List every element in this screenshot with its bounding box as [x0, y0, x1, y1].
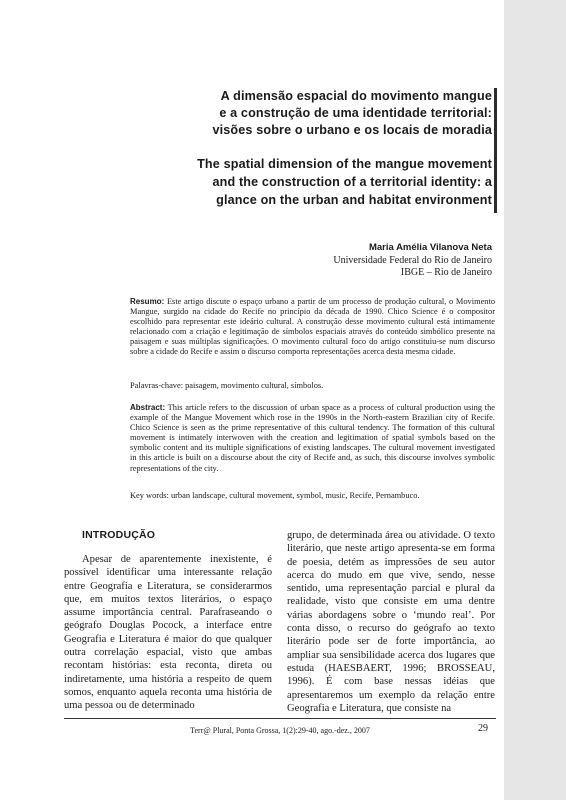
author-affiliation: IBGE – Rio de Janeiro [400, 267, 492, 278]
title-en-line: The spatial dimension of the mangue movement [197, 157, 492, 171]
title-pt-line: e a construção de uma identidade territorial: [219, 106, 492, 120]
title-vertical-rule [494, 88, 497, 213]
intro-heading: INTRODUÇÃO [82, 529, 156, 541]
resumo-label: Resumo: [130, 297, 165, 306]
margin-sidebar [504, 0, 566, 800]
intro-left-column: Apesar de aparentemente inexistente, é possível identificar uma interessante relação entre Geografia e Literatura, se considerarmos que, em muitos textos literários, o espaço assume importância central. Parafraseando o geógrafo Douglas Pocock, a interface entre Geografia e Literatura é maior do que qualquer outra correlação espacial, visto que ambas recontam histórias: esta reconta, direta ou indiretamente, uma história a respeito de quem somos, enquanto aquela reconta uma história de uma pessoa ou de determinado [64, 554, 272, 712]
author-affiliation: Universidade Federal do Rio de Janeiro [333, 254, 492, 266]
author-name: Maria Amélia Vilanova Neta [368, 242, 492, 253]
abstract-paragraph [130, 403, 495, 474]
abstract-text: This article refers to the discussion of urban space as a process of cultural production using the example of the Mangue Movement which rose in the 1990s in the North-eastern Brazilian city of Recife. Chico Science is seen as the prime representative of this cultural tendency. The formation of this cultural movement is intimately interwoven with the creation and legitimation of spatial symbols based on the symbolic content and its multiple significations of existing landscapes. The cultural movement investigated in this article is built on a discourse about the city of Recife and, as such, this discourse involves symbolic representations of the city. [130, 403, 495, 473]
abstract-label: Abstract: [130, 403, 166, 412]
resumo-text: Este artigo discute o espaço urbano a partir de um processo de produção cultural, o Movimento Mangue, surgido na cidade do Recife no princípio da década de 1990. Chico Science é o compositor escolhido para representar este ideário cultural. A construção desse movimento cultural está intimamente relacionado com a criação e legitimação de símbolos espaciais através do conteúdo simbólico presente na paisagem e suas múltiplas significações. O movimento cultural foco do artigo constituiu-se num discurso sobre a cidade do Recife e assim o discurso comporta representações acerca desta mesma cidade. [130, 297, 496, 357]
page-number: 29 [478, 723, 488, 734]
footer-citation: Terr@ Plural, Ponta Grossa, 1(2):29-40, ago.-dez., 2007 [190, 726, 370, 735]
title-en-line: glance on the urban and habitat environment [216, 193, 492, 207]
title-portuguese [150, 88, 492, 139]
title-english [150, 155, 492, 209]
title-en-line: and the construction of a territorial identity: a [212, 175, 492, 189]
title-pt-line: visões sobre o urbano e os locais de moradia [212, 123, 492, 137]
footer-rule [64, 718, 496, 719]
key-words: Key words: urban landscape, cultural movement, symbol, music, Recife, Pernambuco. [130, 491, 420, 500]
resumo-paragraph [130, 297, 495, 358]
palavras-chave: Palavras-chave: paisagem, movimento cultural, símbolos. [130, 381, 324, 390]
intro-right-column: grupo, de determinada área ou atividade. O texto literário, que neste artigo apresenta-se em forma de poesia, detém as impressões de seu autor acerca do mudo em que vive, sendo, nesse sentido, uma representação parcial e plural da realidade, visto que consiste em uma dentre várias abordagens sobre o ‘mundo real’. Por conta disso, o recurso do geógrafo ao texto literário pode ser de forte importância, ao ampliar sua sensibilidade acerca dos lugares que estuda (HAESBAERT, 1996; BROSSEAU, 1996). É com base nessas idéias que apresentaremos um exemplo da relação entre Geografia e Literatura, que consiste na [287, 530, 495, 714]
author-block [250, 242, 492, 280]
title-pt-line: A dimensão espacial do movimento mangue [220, 89, 492, 103]
